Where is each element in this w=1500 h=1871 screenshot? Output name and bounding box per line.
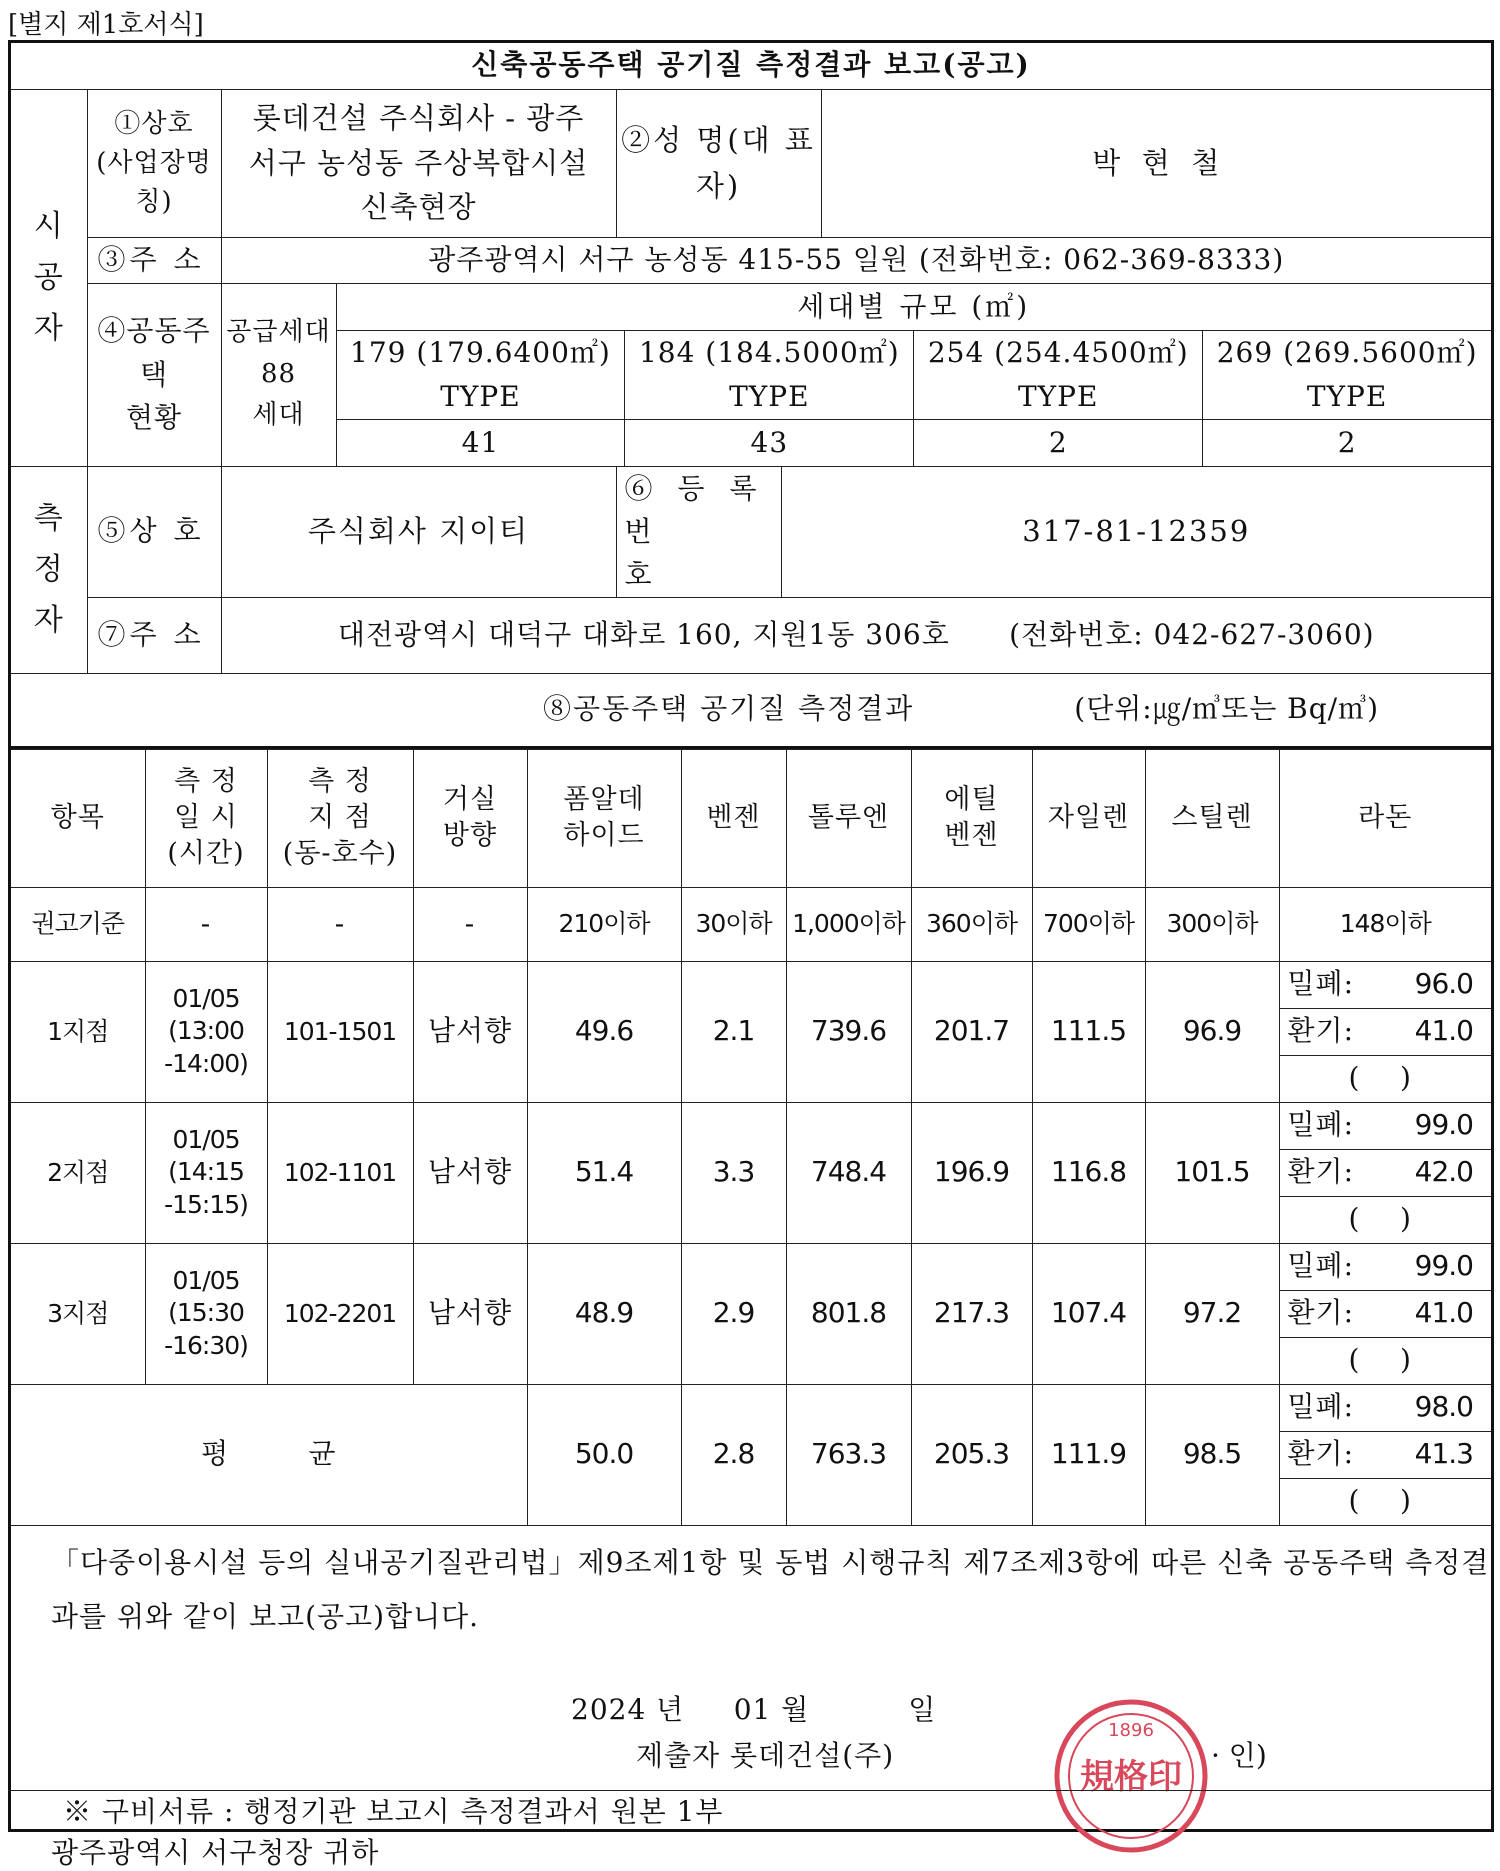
datetime-cell: 01/05 (15:30 -16:30) <box>145 1243 267 1384</box>
header-cell: 스틸렌 <box>1145 749 1279 887</box>
radon-closed: 99.0 <box>1414 1108 1473 1142</box>
radon-vent: 41.0 <box>1414 1014 1473 1048</box>
measurer-section-label: 측 정 자 <box>11 466 87 673</box>
value-cell: 98.5 <box>1145 1384 1279 1525</box>
value-cell: 205.3 <box>911 1384 1032 1525</box>
seal-text: 規格印 <box>1080 1756 1182 1797</box>
standard-row <box>11 887 1491 961</box>
addressee: 광주광역시 서구청장 귀하 <box>51 1835 380 1869</box>
value-cell: 50.0 <box>527 1384 681 1525</box>
vent-label: 환기: <box>1287 1437 1355 1471</box>
table-row <box>11 1102 1491 1243</box>
value-cell: 96.9 <box>1145 961 1279 1102</box>
radon-vent: 42.0 <box>1414 1155 1473 1189</box>
value-cell: 3.3 <box>681 1102 786 1243</box>
value-cell: 111.9 <box>1032 1384 1145 1525</box>
submitter: 제출자 롯데건설(주) <box>636 1738 895 1772</box>
builder-section-label: 시 공 자 <box>11 89 87 466</box>
table-row <box>11 1243 1491 1384</box>
radon-cell <box>1279 1243 1491 1384</box>
value-cell: 107.4 <box>1032 1243 1145 1384</box>
radon-vent: 41.3 <box>1414 1437 1473 1471</box>
header-cell: 에틸 벤젠 <box>911 749 1032 887</box>
measurer-addr: 대전광역시 대덕구 대화로 160, 지원1동 306호 (전화번호: 042-627-3060) <box>221 597 1491 673</box>
table-row <box>11 961 1491 1102</box>
value-cell: 116.8 <box>1032 1102 1145 1243</box>
builder-name: 롯데건설 주식회사 - 광주 서구 농성동 주상복합시설 신축현장 <box>221 89 616 237</box>
type-count: 2 <box>1337 425 1357 459</box>
closed-label: 밀폐: <box>1287 1390 1355 1424</box>
form-title: 신축공동주택 공기질 측정결과 보고(공고) <box>11 43 1491 89</box>
value-cell: 111.5 <box>1032 961 1145 1102</box>
measurer-addr-label: ⑦주 소 <box>87 597 221 673</box>
report-form <box>8 40 1494 1869</box>
standard-cell: 700이하 <box>1032 887 1145 961</box>
unit-cell: 101-1501 <box>267 961 413 1102</box>
radon-closed: 96.0 <box>1414 967 1473 1001</box>
value-cell: 748.4 <box>786 1102 911 1243</box>
standard-cell: 300이하 <box>1145 887 1279 961</box>
datetime-cell: 01/05 (13:00 -14:00) <box>145 961 267 1102</box>
radon-extra: ( ) <box>1348 1202 1412 1236</box>
value-cell: 101.5 <box>1145 1102 1279 1243</box>
report-date: 2024 년 01 월 일 <box>571 1692 937 1726</box>
average-label: 평 균 <box>11 1384 527 1525</box>
type-name: 184 (184.5000㎡) TYPE <box>625 331 914 419</box>
type-count: 43 <box>625 420 914 466</box>
measurer-name-label: ⑤상 호 <box>87 466 221 597</box>
point-cell: 2지점 <box>11 1102 145 1243</box>
radon-cell <box>1279 1102 1491 1243</box>
header-cell: 거실 방향 <box>413 749 527 887</box>
standard-cell: - <box>145 887 267 961</box>
radon-extra: ( ) <box>1348 1061 1412 1095</box>
results-title: ⑧공동주택 공기질 측정결과 <box>543 692 915 726</box>
type-names <box>337 331 1492 419</box>
results-heading <box>11 673 1491 747</box>
standard-cell: 210이하 <box>527 887 681 961</box>
radon-vent: 41.0 <box>1414 1296 1473 1330</box>
type-block <box>336 283 1491 419</box>
value-cell: 217.3 <box>911 1243 1032 1384</box>
average-row <box>11 1384 1491 1525</box>
vent-label: 환기: <box>1287 1155 1355 1189</box>
type-count: 2 <box>914 420 1203 466</box>
value-cell: 2.8 <box>681 1384 786 1525</box>
seal-suffix: · 인) <box>1211 1738 1267 1772</box>
direction-cell: 남서향 <box>413 1243 527 1384</box>
housing-label: ④공동주택 현황 <box>87 283 221 466</box>
vent-label: 환기: <box>1287 1014 1355 1048</box>
type-name: 254 (254.4500㎡) TYPE <box>914 331 1203 419</box>
vent-label: 환기: <box>1287 1296 1355 1330</box>
value-cell: 51.4 <box>527 1102 681 1243</box>
value-cell: 801.8 <box>786 1243 911 1384</box>
standard-cell: 148이하 <box>1279 887 1491 961</box>
standard-cell: 360이하 <box>911 887 1032 961</box>
value-cell: 201.7 <box>911 961 1032 1102</box>
measurer-name: 주식회사 지이티 <box>221 466 616 597</box>
radon-cell <box>1279 961 1491 1102</box>
radon-extra: ( ) <box>1348 1343 1412 1377</box>
datetime-cell: 01/05 (14:15 -15:15) <box>145 1102 267 1243</box>
unit-cell: 102-2201 <box>267 1243 413 1384</box>
type-name: 269 (269.5600㎡) TYPE <box>1216 335 1478 413</box>
value-cell: 2.1 <box>681 961 786 1102</box>
value-cell: 97.2 <box>1145 1243 1279 1384</box>
results-unit: (단위:㎍/㎥또는 Bq/㎥) <box>1074 692 1380 726</box>
results-table <box>11 749 1491 1526</box>
supply-units: 공급세대 88 세대 <box>221 283 336 466</box>
standard-cell: 권고기준 <box>11 887 145 961</box>
builder-name-label: ①상호 (사업장명칭) <box>87 89 221 237</box>
reg-label: ⑥ 등 록 번 호 <box>616 466 781 597</box>
header-cell: 폼알데 하이드 <box>527 749 681 887</box>
header-cell: 자일렌 <box>1032 749 1145 887</box>
value-cell: 48.9 <box>527 1243 681 1384</box>
type-name: 179 (179.6400㎡) TYPE <box>337 331 626 419</box>
builder-addr: 광주광역시 서구 농성동 415-55 일원 (전화번호: 062-369-8333) <box>221 237 1491 283</box>
size-header: 세대별 규모 (㎡) <box>337 284 1492 331</box>
info-table <box>11 43 1491 749</box>
form-label: [별지 제1호서식] <box>8 10 204 40</box>
radon-closed: 99.0 <box>1414 1249 1473 1283</box>
attachment-note: ※ 구비서류 : 행정기관 보고시 측정결과서 원본 1부 <box>8 1790 1494 1832</box>
header-cell: 벤젠 <box>681 749 786 887</box>
closed-label: 밀폐: <box>1287 1108 1355 1142</box>
standard-cell: 30이하 <box>681 887 786 961</box>
point-cell: 1지점 <box>11 961 145 1102</box>
point-cell: 3지점 <box>11 1243 145 1384</box>
standard-cell: - <box>413 887 527 961</box>
radon-cell <box>1279 1384 1491 1525</box>
value-cell: 763.3 <box>786 1384 911 1525</box>
header-cell: 측 정 일 시 (시간) <box>145 749 267 887</box>
standard-cell: - <box>267 887 413 961</box>
value-cell: 49.6 <box>527 961 681 1102</box>
header-cell: 라돈 <box>1279 749 1491 887</box>
radon-extra: ( ) <box>1348 1484 1412 1518</box>
header-cell: 톨루엔 <box>786 749 911 887</box>
reg-number: 317-81-12359 <box>781 466 1491 597</box>
closed-label: 밀폐: <box>1287 1249 1355 1283</box>
svg-text:1896: 1896 <box>1108 1719 1154 1741</box>
radon-closed: 98.0 <box>1414 1390 1473 1424</box>
direction-cell: 남서향 <box>413 961 527 1102</box>
value-cell: 196.9 <box>911 1102 1032 1243</box>
value-cell: 739.6 <box>786 961 911 1102</box>
header-row <box>11 749 1491 887</box>
value-cell: 2.9 <box>681 1243 786 1384</box>
direction-cell: 남서향 <box>413 1102 527 1243</box>
rep-label: ②성 명(대 표 자) <box>616 89 821 237</box>
type-counts <box>336 419 1491 466</box>
closed-label: 밀폐: <box>1287 967 1355 1001</box>
header-cell: 항목 <box>11 749 145 887</box>
header-cell: 측 정 지 점 (동-호수) <box>267 749 413 887</box>
declaration: 「다중이용시설 등의 실내공기질관리법」제9조제1항 및 동법 시행규칙 제7조제3항에 따른 신축 공동주택 측정결과를 위와 같이 보고(공고)합니다. <box>51 1545 1490 1633</box>
builder-addr-label: ③주 소 <box>87 237 221 283</box>
type-count: 41 <box>337 420 626 466</box>
rep-name: 박 현 철 <box>821 89 1491 237</box>
unit-cell: 102-1101 <box>267 1102 413 1243</box>
standard-cell: 1,000이하 <box>786 887 911 961</box>
